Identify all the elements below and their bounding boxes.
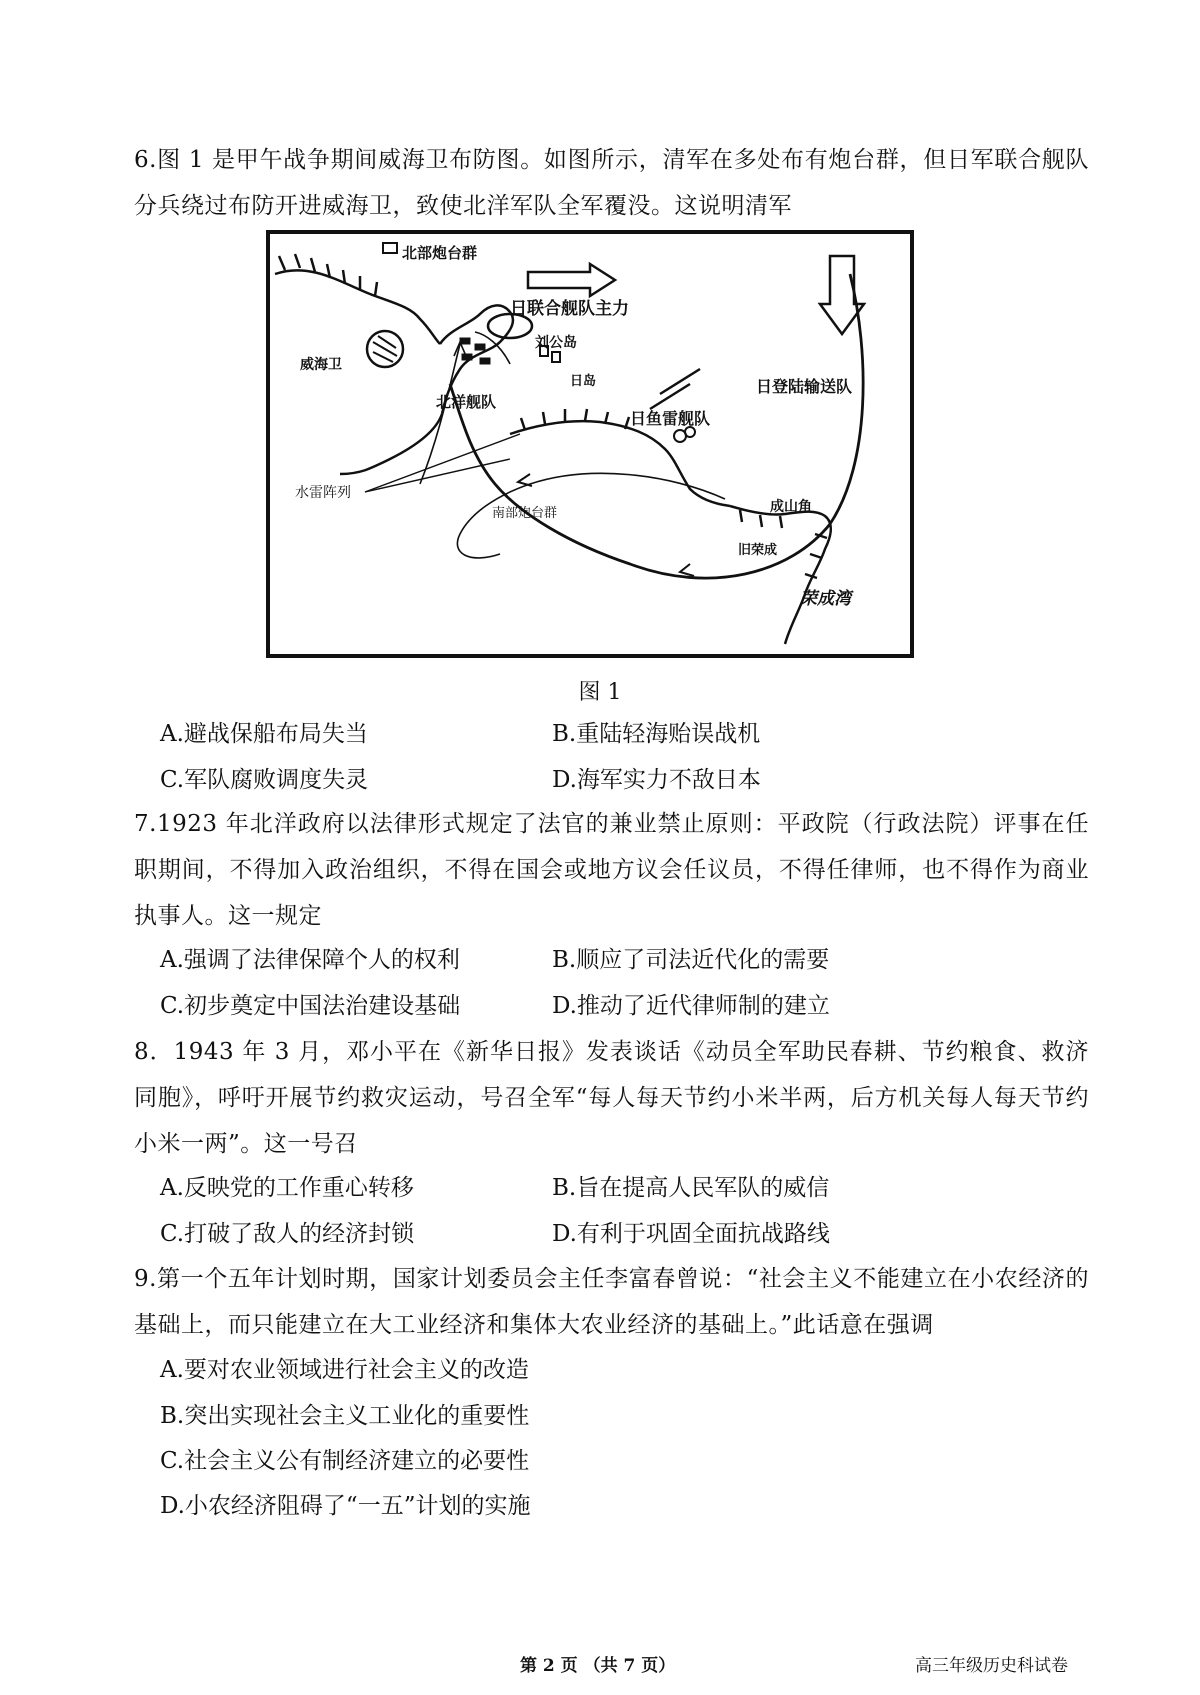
q7-option-b: B.顺应了司法近代化的需要 [552,947,830,973]
label-mine-field: 水雷阵列 [295,485,351,501]
q8-option-d: D.有利于巩固全面抗战路线 [552,1221,830,1247]
q6-option-c: C.军队腐败调度失灵 [160,767,369,793]
label-chengshan-cape: 成山角 [770,499,812,515]
label-jp-torpedo-fleet: 日鱼雷舰队 [630,409,711,428]
label-liugong-island: 刘公岛 [535,335,577,351]
exam-title: 高三年级历史科试卷 [915,1656,1068,1676]
q8-option-a: A.反映党的工作重心转移 [160,1175,414,1201]
label-old-rongcheng: 旧荣成 [738,543,778,558]
q7-option-a: A.强调了法律保障个人的权利 [160,947,460,973]
label-jp-main-fleet: 日联合舰队主力 [510,299,629,319]
question-6-stem: 6.图 1 是甲午战争期间威海卫布防图。如图所示，清军在多处布有炮台群，但日军联合舰队分兵绕过布防开进威海卫，致使北洋军队全军覆没。这说明清军 [134,147,1089,219]
label-ri-island: 日岛 [570,374,597,389]
label-beiyang-fleet: 北洋舰队 [436,393,497,411]
label-rongcheng-bay: 荣成湾 [800,589,851,609]
label-jp-transport: 日登陆输送队 [756,377,853,396]
label-north-forts: 北部炮台群 [402,244,478,262]
q8-option-b: B.旨在提高人民军队的威信 [552,1175,830,1201]
label-weihaiwei: 威海卫 [300,357,342,373]
q7-option-c: C.初步奠定中国法治建设基础 [160,993,461,1019]
q9-option-a: A.要对农业领域进行社会主义的改造 [160,1357,529,1383]
q9-option-b: B.突出实现社会主义工业化的重要性 [160,1403,530,1429]
q9-option-d: D.小农经济阻碍了“一五”计划的实施 [160,1493,531,1519]
q6-option-b: B.重陆轻海贻误战机 [552,721,761,747]
q8-option-c: C.打破了敌人的经济封锁 [160,1221,415,1247]
figure-caption: 图 1 [578,680,622,705]
q6-option-d: D.海军实力不敌日本 [552,767,761,793]
page-number: 第 2 页 （共 7 页） [520,1656,676,1676]
q7-option-d: D.推动了近代律师制的建立 [552,993,830,1019]
question-9-stem: 9.第一个五年计划时期，国家计划委员会主任李富春曾说：“社会主义不能建立在小农经济的基础上，而只能建立在大工业经济和集体大农业经济的基础上。”此话意在强调 [134,1266,1089,1338]
question-7-stem: 7.1923 年北洋政府以法律形式规定了法官的兼业禁止原则：平政院（行政法院）评事在任职期间，不得加入政治组织，不得在国会或地方议会任议员，不得任律师，也不得作为商业执事人。这一规定 [134,811,1089,929]
weihaiwei-defense-map [266,230,914,658]
question-8-stem: 8．1943 年 3 月，邓小平在《新华日报》发表谈话《动员全军助民春耕、节约粮食、救济同胞》，呼吁开展节约救灾运动，号召全军“每人每天节约小米半两，后方机关每人每天节约小米一两”。这一号召 [134,1039,1089,1157]
q9-option-c: C.社会主义公有制经济建立的必要性 [160,1448,530,1474]
label-south-forts: 南部炮台群 [492,506,558,521]
q6-option-a: A.避战保船布局失当 [160,721,368,747]
